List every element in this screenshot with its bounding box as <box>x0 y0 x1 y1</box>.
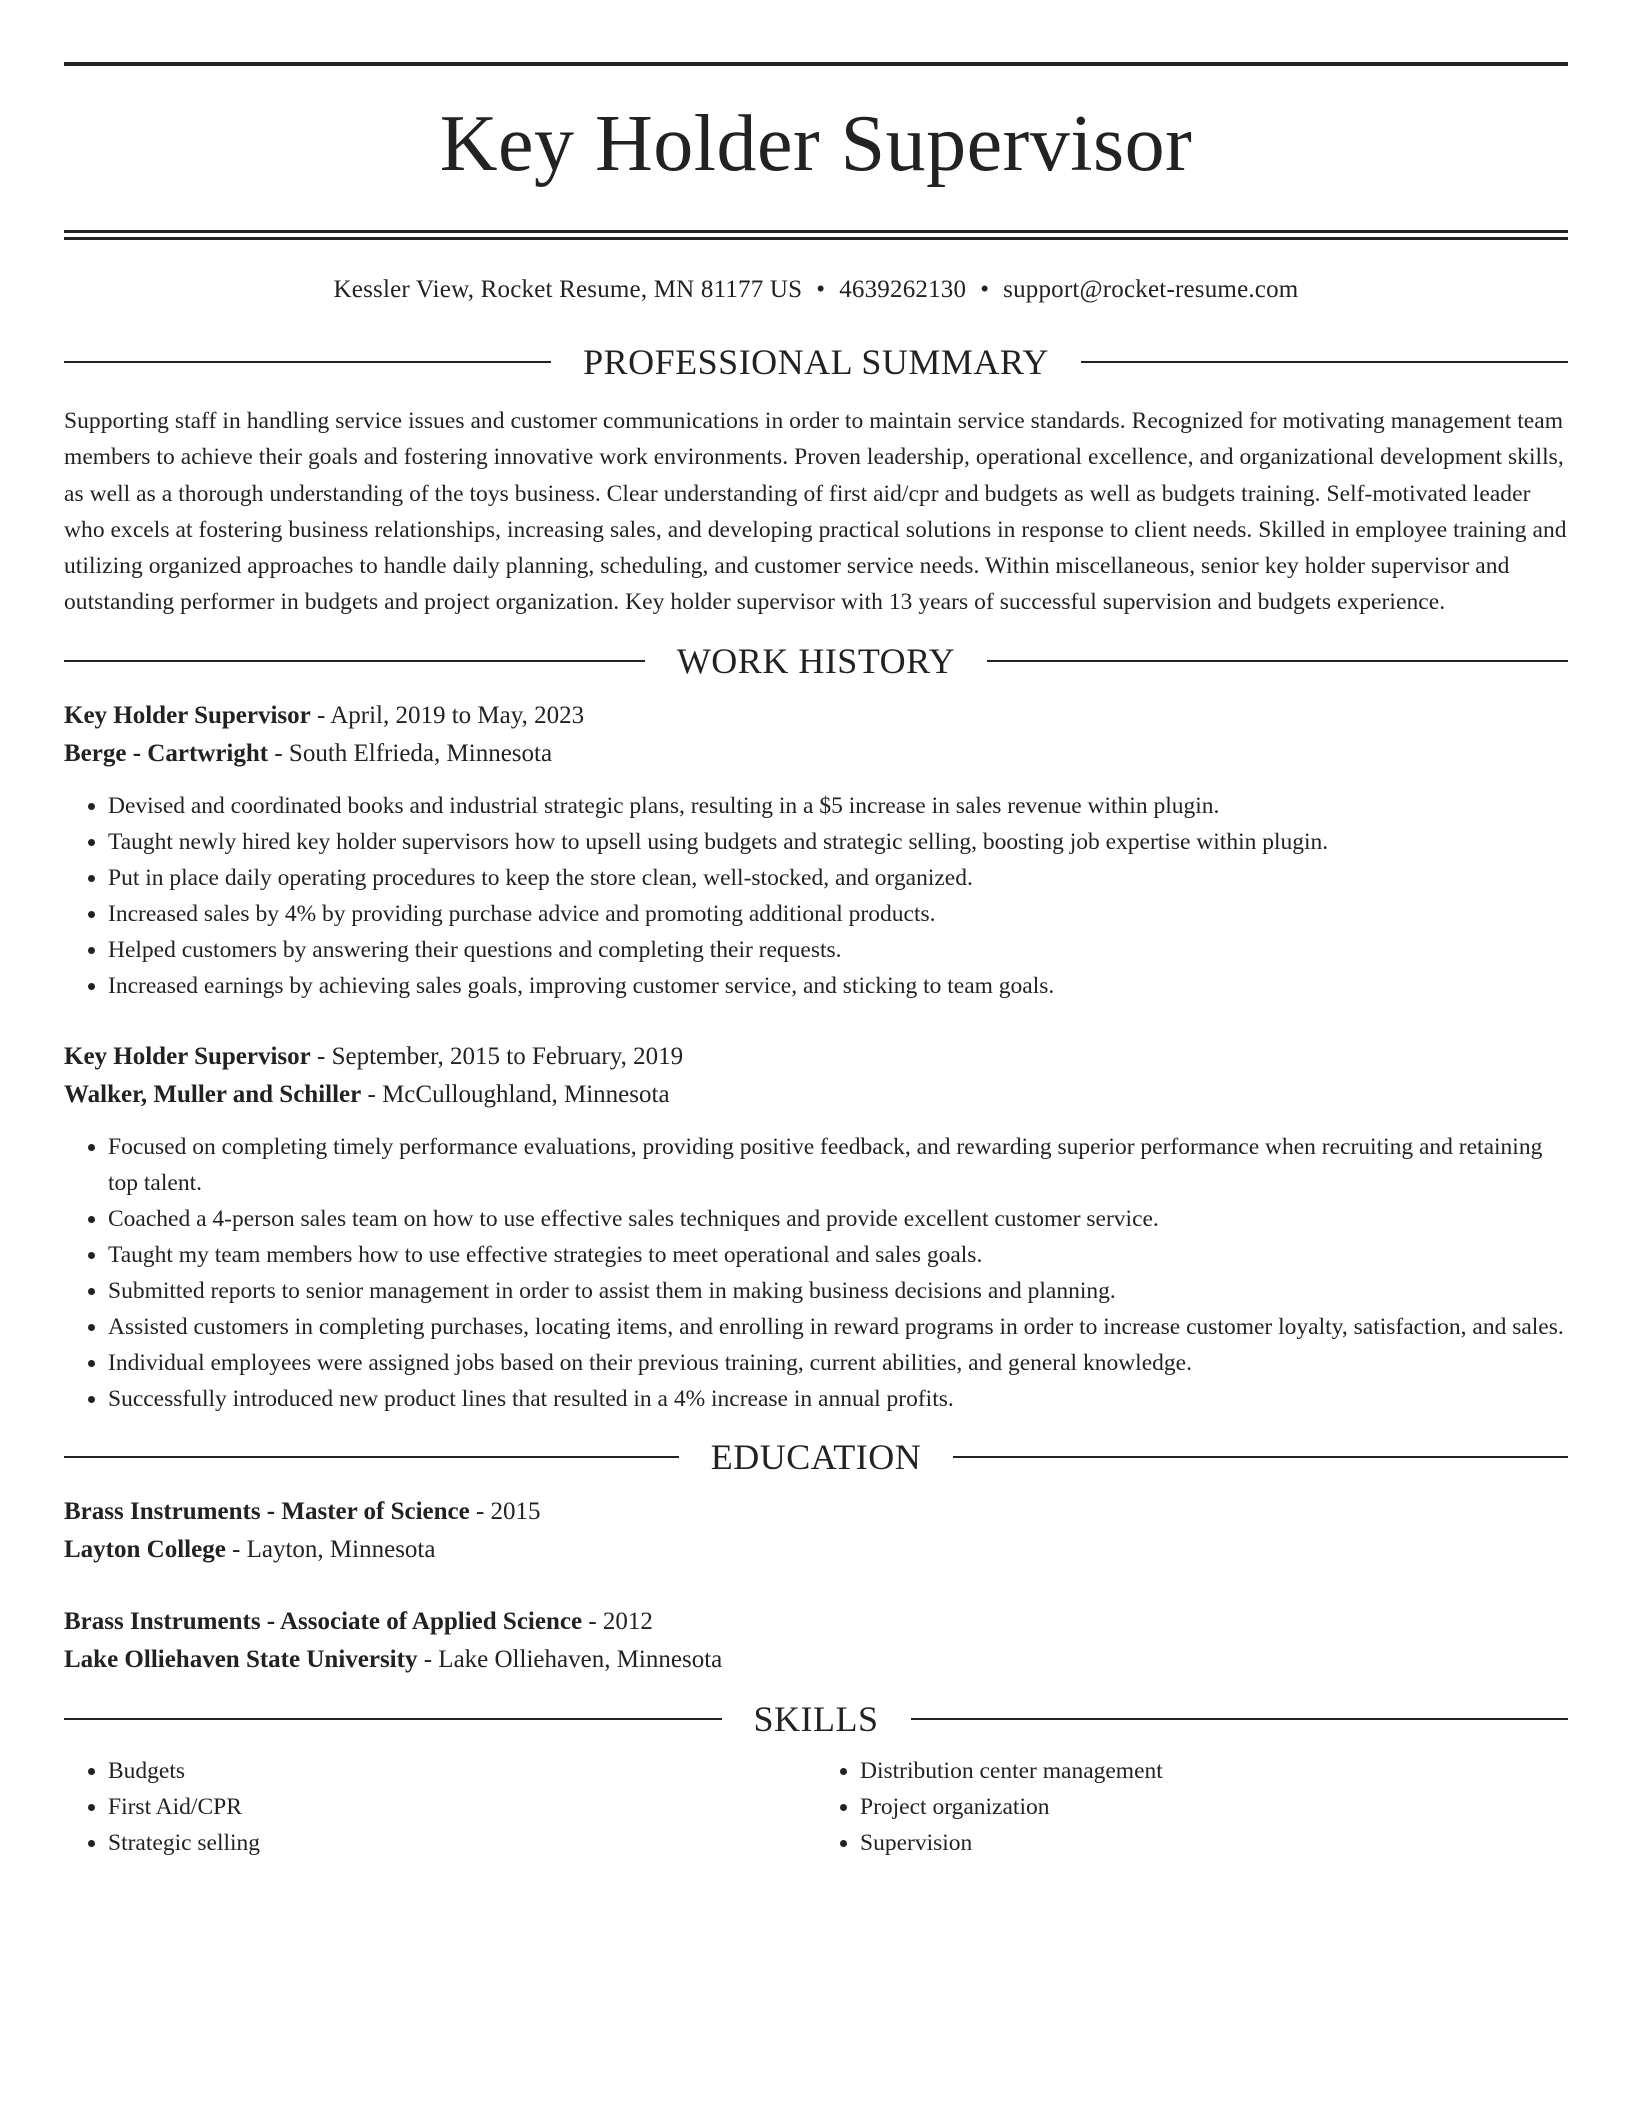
contact-address: Kessler View, Rocket Resume, MN 81177 US <box>333 276 803 303</box>
degree: Brass Instruments - Master of Science <box>64 1497 470 1525</box>
contact-line <box>64 274 1568 306</box>
education-heading <box>64 1436 1568 1477</box>
job-location: - McCulloughland, Minnesota <box>361 1080 670 1108</box>
skill-item: • Budgets <box>108 1753 816 1789</box>
school-location: - Lake Olliehaven, Minnesota <box>417 1645 723 1673</box>
skills-column-left <box>64 1753 816 1861</box>
skill-item: • Supervision <box>860 1825 1568 1861</box>
skills-column-right <box>816 1753 1568 1861</box>
job-bullet: • Successfully introduced new product lines that resulted in a 4% increase in annual profits. <box>108 1381 1568 1417</box>
contact-phone: 4639262130 <box>839 276 967 303</box>
skill-item: • Strategic selling <box>108 1825 816 1861</box>
job-entry <box>64 1038 1568 1417</box>
heading-rule-left <box>64 660 645 662</box>
degree-line <box>64 1603 1568 1641</box>
summary-text: Supporting staff in handling service issues and customer communications in order to maintain service standards. Recognized for motivating management team members to achieve their goals and fostering innovative work environments. Proven leadership, operational excellence, and organizational development skills, as well as a thorough understanding of the toys business. Clear understanding of first aid/cpr and budgets as well as budgets training. Self-motivated leader who excels at fostering business relationships, increasing sales, and developing practical solutions in response to client needs. Skilled in employee training and utilizing organized approaches to handle daily planning, scheduling, and customer service needs. Within miscellaneous, senior key holder supervisor and outstanding performer in budgets and project organization. Key holder supervisor with 13 years of successful supervision and budgets experience. <box>64 408 1567 616</box>
skills-heading-text: SKILLS <box>753 1698 879 1739</box>
school: Layton College <box>64 1535 226 1563</box>
job-bullet: • Taught my team members how to use effective strategies to meet operational and sales goals. <box>108 1237 1568 1273</box>
job-bullet: • Increased sales by 4% by providing purchase advice and promoting additional products. <box>108 896 1568 932</box>
job-bullets <box>64 788 1568 1004</box>
job-bullet: • Increased earnings by achieving sales goals, improving customer service, and sticking to team goals. <box>108 968 1568 1004</box>
education-entry <box>64 1493 1568 1569</box>
heading-rule-left <box>64 361 551 363</box>
school-line <box>64 1531 1568 1569</box>
contact-separator: • <box>980 276 990 303</box>
contact-email: support@rocket-resume.com <box>1003 276 1299 303</box>
degree-year: - 2012 <box>582 1607 653 1635</box>
job-company: Berge - Cartwright <box>64 739 269 767</box>
job-entry <box>64 697 1568 1004</box>
job-bullet: • Submitted reports to senior management in order to assist them in making business decisions and planning. <box>108 1273 1568 1309</box>
job-company: Walker, Muller and Schiller <box>64 1080 362 1108</box>
school: Lake Olliehaven State University <box>64 1645 418 1673</box>
job-company-line <box>64 735 1568 773</box>
heading-rule-left <box>64 1718 722 1720</box>
job-dates: - September, 2015 to February, 2019 <box>310 1042 684 1070</box>
job-company-line <box>64 1076 1568 1114</box>
school-line <box>64 1641 1568 1679</box>
job-bullet: • Put in place daily operating procedures to keep the store clean, well-stocked, and organized. <box>108 860 1568 896</box>
summary-heading-text: PROFESSIONAL SUMMARY <box>583 342 1049 382</box>
job-title-line <box>64 697 1568 735</box>
work-history-heading <box>64 640 1568 681</box>
heading-rule-right <box>1081 361 1568 363</box>
skills-heading <box>64 1698 1568 1739</box>
education-entry <box>64 1603 1568 1679</box>
job-bullet: • Individual employees were assigned jobs based on their previous training, current abilities, and general knowledge. <box>108 1345 1568 1381</box>
job-title: Key Holder Supervisor <box>64 1042 311 1070</box>
degree-year: - 2015 <box>469 1497 541 1525</box>
education-heading-text: EDUCATION <box>710 1436 922 1477</box>
heading-rule-right <box>987 660 1568 662</box>
contact-separator: • <box>816 276 826 303</box>
degree: Brass Instruments - Associate of Applied Science <box>64 1607 583 1635</box>
heading-rule-right <box>911 1718 1569 1720</box>
resume-name: Key Holder Supervisor <box>439 100 1193 188</box>
job-bullet: • Taught newly hired key holder supervisors how to upsell using budgets and strategic selling, boosting job expertise within plugin. <box>108 824 1568 860</box>
job-bullet: • Coached a 4-person sales team on how to use effective sales techniques and provide excellent customer service. <box>108 1201 1568 1237</box>
job-bullets <box>64 1129 1568 1417</box>
job-bullet: • Helped customers by answering their questions and completing their requests. <box>108 932 1568 968</box>
job-bullet: • Assisted customers in completing purchases, locating items, and enrolling in reward programs in order to increase customer loyalty, satisfaction, and sales. <box>108 1309 1568 1345</box>
skill-item: • Distribution center management <box>860 1753 1568 1789</box>
skill-item: • Project organization <box>860 1789 1568 1825</box>
degree-line <box>64 1493 1568 1531</box>
skills-list <box>64 1753 1568 1861</box>
skill-item: • First Aid/CPR <box>108 1789 816 1825</box>
top-rule <box>64 62 1568 66</box>
double-rule <box>64 230 1568 240</box>
job-bullet: • Devised and coordinated books and industrial strategic plans, resulting in a $5 increase in sales revenue within plugin. <box>108 788 1568 824</box>
job-bullet: • Focused on completing timely performance evaluations, providing positive feedback, and rewarding superior performance when recruiting and retaining top talent. <box>108 1129 1568 1201</box>
job-dates: - April, 2019 to May, 2023 <box>310 701 585 729</box>
job-title-line <box>64 1038 1568 1076</box>
heading-rule-right <box>953 1456 1568 1458</box>
school-location: - Layton, Minnesota <box>225 1535 436 1563</box>
job-location: - South Elfrieda, Minnesota <box>268 739 553 767</box>
heading-rule-left <box>64 1456 679 1458</box>
work-history-heading-text: WORK HISTORY <box>676 640 956 681</box>
job-title: Key Holder Supervisor <box>64 701 311 729</box>
summary-heading <box>64 344 1568 380</box>
